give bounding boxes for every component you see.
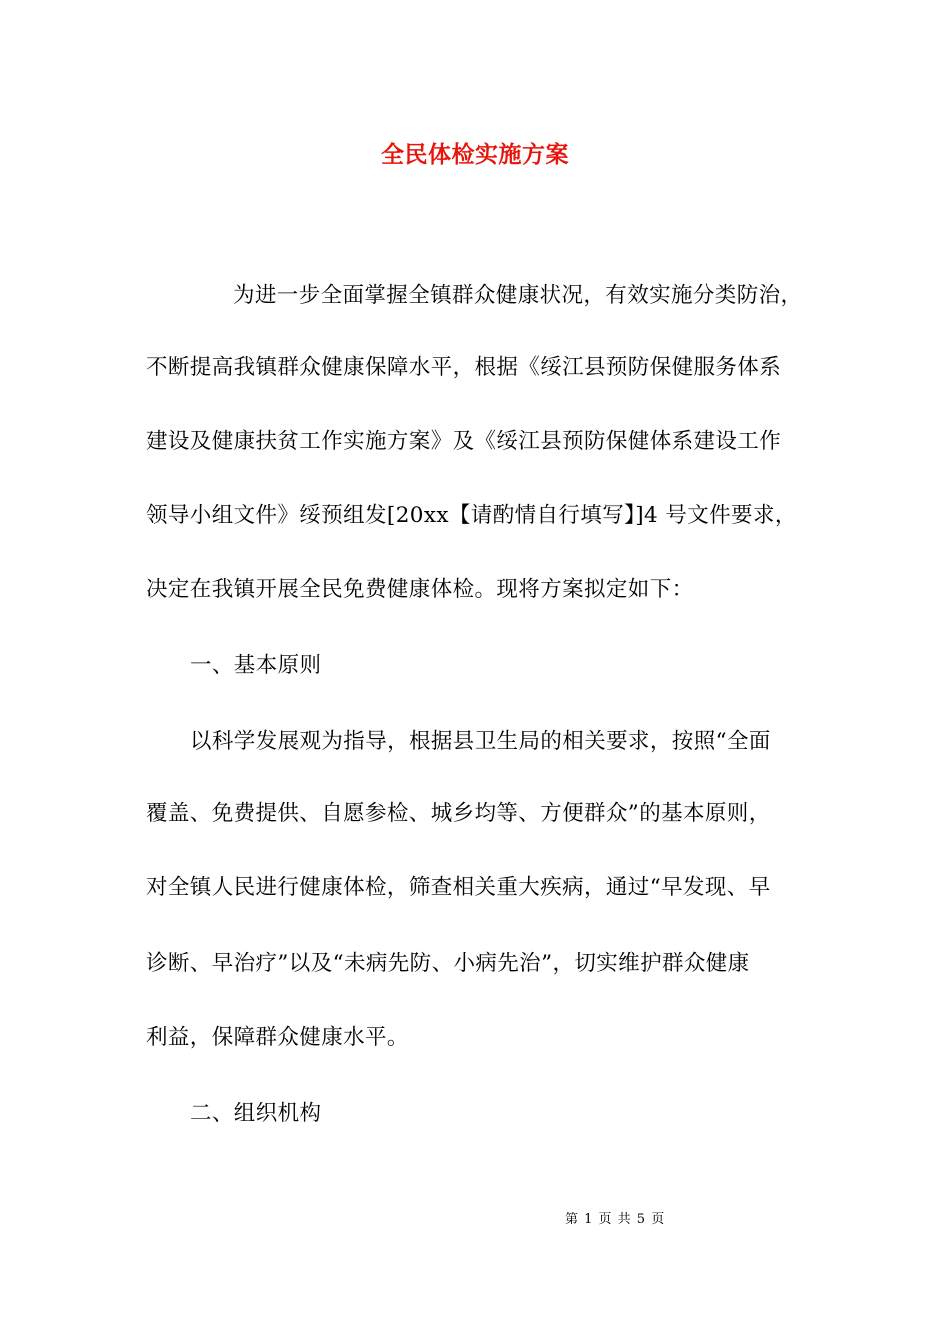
paragraph-line: 利益，保障群众健康水平。	[146, 1025, 409, 1050]
paragraph-line: 对全镇人民进行健康体检，筛查相关重大疾病，通过“早发现、早	[146, 875, 771, 900]
paragraph-line: 以科学发展观为指导，根据县卫生局的相关要求，按照“全面	[190, 729, 771, 754]
document-title: 全民体检实施方案	[381, 141, 569, 168]
page-number-footer: 第 1 页 共 5 页	[565, 1212, 666, 1227]
paragraph-line: 不断提高我镇群众健康保障水平，根据《绥江县预防保健服务体系	[146, 355, 782, 380]
paragraph-line: 为进一步全面掌握全镇群众健康状况，有效实施分类防治，	[233, 283, 803, 308]
paragraph-line: 领导小组文件》绥预组发[20xx【请酌情自行填写】]4 号文件要求，	[146, 503, 797, 528]
section-heading-organization: 二、组织机构	[190, 1101, 322, 1126]
paragraph-line: 决定在我镇开展全民免费健康体检。现将方案拟定如下：	[146, 577, 694, 602]
paragraph-line: 建设及健康扶贫工作实施方案》及《绥江县预防保健体系建设工作	[146, 429, 782, 454]
paragraph-line: 诊断、早治疗”以及“未病先防、小病先治”，切实维护群众健康	[146, 951, 750, 976]
section-heading-principles: 一、基本原则	[190, 653, 322, 678]
paragraph-line: 覆盖、免费提供、自愿参检、城乡均等、方便群众”的基本原则，	[146, 801, 771, 826]
